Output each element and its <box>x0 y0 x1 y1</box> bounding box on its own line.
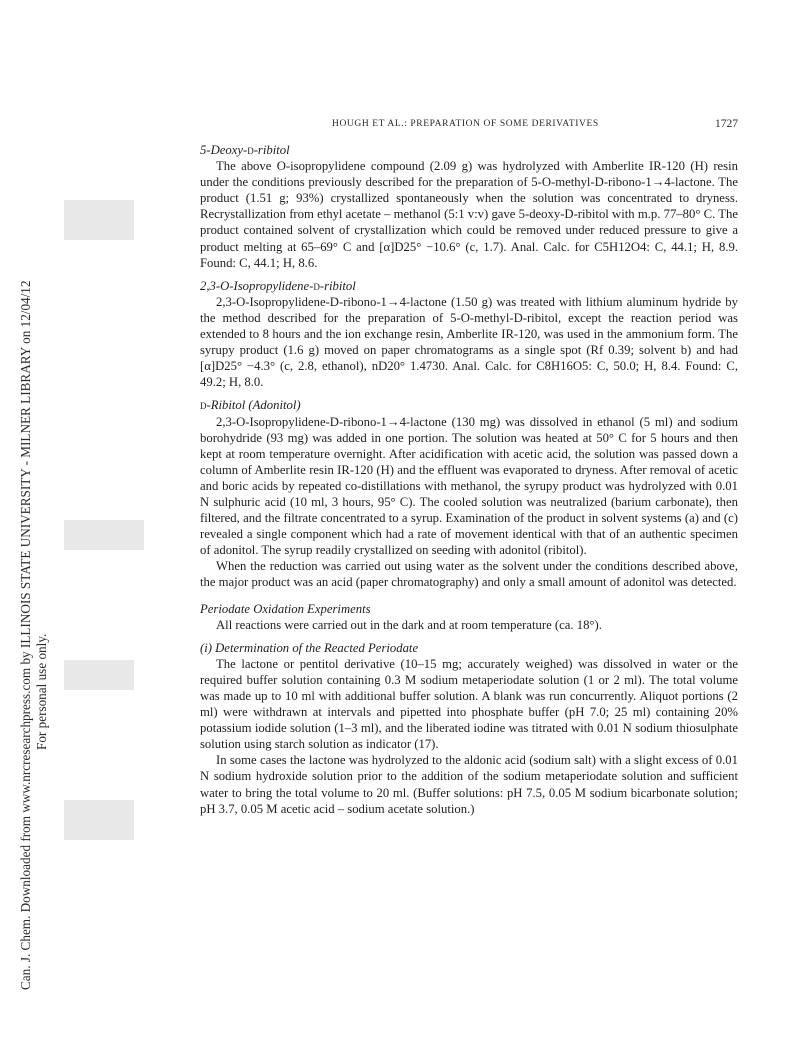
heading-text: -ribitol <box>253 143 290 157</box>
section-heading-deoxy-ribitol <box>200 142 738 158</box>
subsection-heading-determination: (i) Determination of the Reacted Periodate <box>200 640 419 655</box>
download-notice <box>18 160 58 990</box>
paragraph: The lactone or pentitol derivative (10–15 mg; accurately weighed) was dissolved in water or the required buffer solution containing 0.3 M sodium metaperiodate solution (1 or 2 ml). The total volume was made up to 10 ml with additional buffer solution. A blank was run concurrently. Aliquot portions (2 ml) were withdrawn at intervals and pipetted into phosphate buffer (pH 7.0; 25 ml) containing 20% potassium iodide solution (1–3 ml), and the liberated iodine was titrated with 0.01 N sodium thiosulphate solution using starch solution as indicator (17). <box>200 656 738 752</box>
section-heading-isopropylidene-ribitol <box>200 278 738 294</box>
scan-speck <box>64 660 134 690</box>
heading-text: 2,3-O-Isopropylidene- <box>200 278 314 293</box>
article-body <box>200 142 738 817</box>
heading-smallcaps: d <box>200 398 207 413</box>
scan-speck <box>64 520 144 550</box>
paragraph: All reactions were carried out in the dark and at room temperature (ca. 18°). <box>216 617 602 632</box>
running-head: HOUGH ET AL.: PREPARATION OF SOME DERIVATIVES <box>332 119 599 129</box>
page-header <box>200 119 738 137</box>
heading-text: 5-Deoxy- <box>200 143 248 157</box>
paragraph: When the reduction was carried out using water as the solvent under the conditions described above, the major product was an acid (paper chromatography) and only a small amount of adonitol was detected. <box>200 559 738 590</box>
download-notice-line: Can. J. Chem. Downloaded from www.nrcresearchpress.com by ILLINOIS STATE UNIVERSITY - MILNER LIBRARY on 12/04/12 <box>18 280 33 990</box>
scan-speck <box>64 200 134 240</box>
page-number: 1727 <box>715 118 738 130</box>
paragraph: 2,3-O-Isopropylidene-D-ribono-1→4-lactone (1.50 g) was treated with lithium aluminum hydride by the method described for the preparation of 5-O-methyl-D-ribitol, except the reaction period was extended to 8 hours and the ion exchange resin, Amberlite IR-120, was used in the ammonium form. The syrupy product (1.6 g) moved on paper chromatograms as a single spot (Rf 0.39; solvent b) and had [α]D25° −4.3° (c, 2.8, ethanol), nD20° 1.4730. Anal. Calc. for C8H16O5: C, 50.0; H, 8.4. Found: C, 49.2; H, 8.0. <box>200 294 738 390</box>
personal-use-notice: For personal use only. <box>34 633 49 750</box>
paragraph: In some cases the lactone was hydrolyzed to the aldonic acid (sodium salt) with a slight excess of 0.01 N sodium hydroxide solution prior to the addition of the sodium metaperiodate solution and sufficient water to bring the total volume to 20 ml. (Buffer solutions: pH 7.5, 0.05 M sodium bicarbonate solution; pH 3.7, 0.05 M acetic acid – sodium acetate solution.) <box>200 753 738 816</box>
heading-text: -Ribitol (Adonitol) <box>206 398 301 413</box>
paragraph: 2,3-O-Isopropylidene-D-ribono-1→4-lactone (130 mg) was dissolved in ethanol (5 ml) and sodium borohydride (93 mg) was added in one portion. The solution was heated at 50° C for 5 hours and then kept at room temperature overnight. After acidification with acetic acid, the solution was passed down a column of Amberlite resin IR-120 (H) and the effluent was evaporated to dryness. After removal of acetic and boric acids by repeated co-distillations with methanol, the syrupy product was hydrolyzed with 0.01 N sulphuric acid (10 ml, 3 hours, 95° C). The cooled solution was neutralized (barium carbonate), then filtered, and the filtrate concentrated to a syrup. Examination of the product in solvent systems (a) and (c) revealed a single component which had a rate of movement identical with that of an authentic specimen of adonitol. The syrup readily crystallized on seeding with adonitol (ribitol). <box>200 414 738 558</box>
heading-smallcaps: d <box>313 278 320 293</box>
heading-smallcaps: d <box>247 143 254 157</box>
section-heading-periodate: Periodate Oxidation Experiments <box>200 601 371 616</box>
scan-speck <box>64 800 134 840</box>
paragraph: The above O-isopropylidene compound (2.09 g) was hydrolyzed with Amberlite IR-120 (H) resin under the conditions previously described for the preparation of 5-O-methyl-D-ribono-1→4-lactone. The product (1.51 g; 93%) crystallized spontaneously when the solution was concentrated to dryness. Recrystallization from ethyl acetate – methanol (5:1 v:v) gave 5-deoxy-D-ribitol with m.p. 77–80° C. The product contained solvent of crystallization which could be removed under reduced pressure to give a product melting at 65–69° C and [α]D25° −10.6° (c, 1.7). Anal. Calc. for C5H12O4: C, 44.1; H, 8.9. Found: C, 44.1; H, 8.6. <box>200 159 738 270</box>
heading-text: -ribitol <box>319 278 356 293</box>
section-heading-ribitol <box>200 397 738 413</box>
